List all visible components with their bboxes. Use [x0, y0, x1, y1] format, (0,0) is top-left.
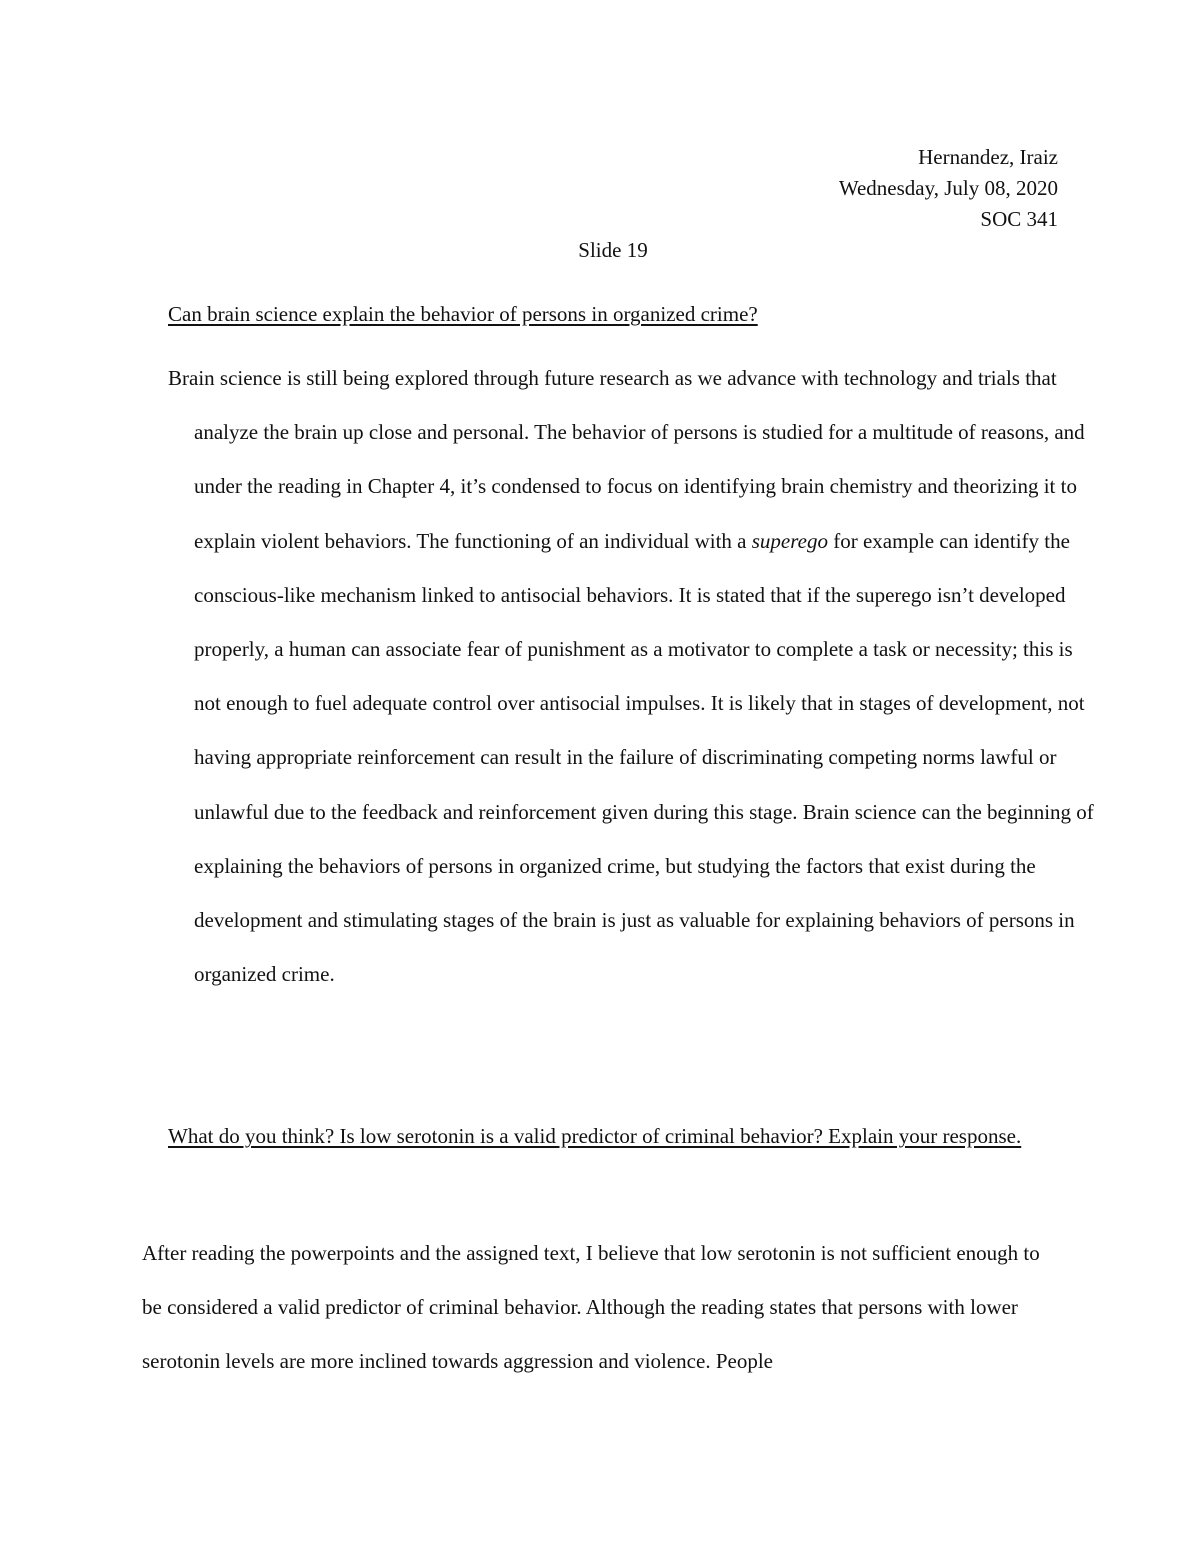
- course-code: SOC 341: [980, 207, 1058, 231]
- answer-1-paragraph: [168, 351, 1094, 1001]
- author-name: Hernandez, Iraiz: [918, 145, 1058, 169]
- answer-1-text-a: Brain science is still being explored through future research as we advance with technology and trials that analyze the brain up close and personal. The behavior of persons is studied for a multitude of reasons, and under the reading in Chapter 4, it’s condensed to focus on identifying brain chemistry and theorizing it to explain violent behaviors. The functioning of an individual with a: [168, 366, 1085, 553]
- answer-1-italic-term: superego: [751, 528, 828, 553]
- submission-date: Wednesday, July 08, 2020: [838, 176, 1058, 200]
- answer-1-text-b: for example can identify the conscious-like mechanism linked to antisocial behaviors. It is stated that if the superego isn’t developed properly, a human can associate fear of punishment as a motivator to complete a task or necessity; this is not enough to fuel adequate control over antisocial impulses. It is likely that in stages of development, not having appropriate reinforcement can result in the failure of discriminating competing norms lawful or unlawful due to the feedback and reinforcement given during this stage. Brain science can the beginning of explaining the behaviors of persons in organized crime, but studying the factors that exist during the development and stimulating stages of the brain is just as valuable for explaining behaviors of persons in organized crime.: [194, 528, 1094, 987]
- answer-2-paragraph: After reading the powerpoints and the assigned text, I believe that low serotonin is not sufficient enough to be considered a valid predictor of criminal behavior. Although the reading states that persons with lower serotonin levels are more inclined towards aggression and violence. People: [142, 1241, 1040, 1373]
- question-1: Can brain science explain the behavior of persons in organized crime?: [168, 302, 758, 326]
- page-title: Slide 19: [578, 238, 648, 262]
- question-2: What do you think? Is low serotonin is a valid predictor of criminal behavior? Explain your response.: [168, 1124, 1022, 1148]
